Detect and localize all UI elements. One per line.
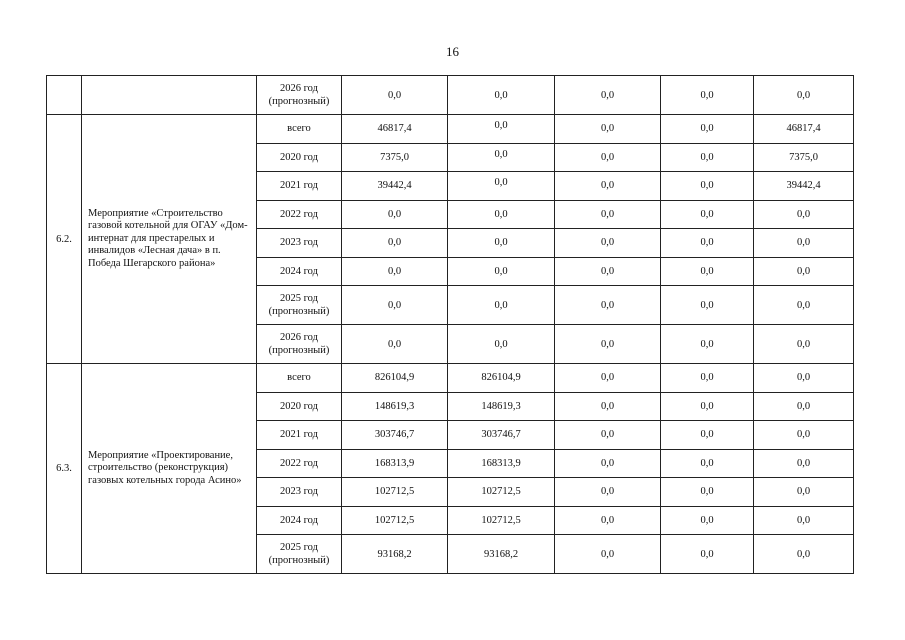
value-cell: 46817,4 — [342, 115, 448, 144]
year-cell: 2022 год — [257, 449, 342, 478]
value-cell: 148619,3 — [448, 392, 555, 421]
value-cell: 0,0 — [661, 172, 754, 201]
table-row — [47, 364, 854, 393]
value-cell: 0,0 — [754, 257, 854, 286]
value-cell: 102712,5 — [448, 506, 555, 535]
value-cell: 0,0 — [754, 325, 854, 364]
value-cell: 0,0 — [754, 421, 854, 450]
value-cell: 0,0 — [661, 286, 754, 325]
value-cell: 102712,5 — [342, 478, 448, 507]
value-cell: 0,0 — [555, 325, 661, 364]
year-cell: 2023 год — [257, 229, 342, 258]
activity-name-cell: Мероприятие «Строительство газовой котельной для ОГАУ «Дом-интернат для престарелых и инвалидов «Лесная дача» в п. Победа Шегарского района» — [82, 115, 257, 364]
year-cell — [257, 325, 342, 364]
value-cell: 0,0 — [555, 478, 661, 507]
row-number-cell: 6.3. — [47, 364, 82, 574]
value-cell: 0,0 — [661, 392, 754, 421]
value-cell: 0,0 — [661, 449, 754, 478]
value-cell: 0,0 — [555, 421, 661, 450]
year-label: 2026 год — [280, 332, 318, 343]
value-cell: 0,0 — [754, 392, 854, 421]
value-cell: 826104,9 — [448, 364, 555, 393]
value-cell: 0,0 — [661, 325, 754, 364]
value-cell: 0,0 — [448, 286, 555, 325]
value-cell: 0,0 — [555, 506, 661, 535]
value-cell: 0,0 — [661, 143, 754, 172]
value-cell: 303746,7 — [448, 421, 555, 450]
value-cell: 0,0 — [754, 535, 854, 574]
value-cell: 168313,9 — [448, 449, 555, 478]
value-cell: 168313,9 — [342, 449, 448, 478]
value-cell: 0,0 — [754, 76, 854, 115]
value-cell: 0,0 — [555, 257, 661, 286]
value-cell: 0,0 — [342, 76, 448, 115]
table-row — [47, 76, 854, 115]
value-cell: 148619,3 — [342, 392, 448, 421]
value-cell: 7375,0 — [754, 143, 854, 172]
value-cell: 0,0 — [555, 200, 661, 229]
value-cell: 7375,0 — [342, 143, 448, 172]
value-cell: 826104,9 — [342, 364, 448, 393]
value-cell: 0,0 — [448, 200, 555, 229]
year-cell: 2021 год — [257, 421, 342, 450]
year-cell: 2020 год — [257, 143, 342, 172]
value-cell: 0,0 — [342, 286, 448, 325]
year-cell: 2024 год — [257, 506, 342, 535]
value-cell: 0,0 — [754, 200, 854, 229]
value-cell: 0,0 — [754, 478, 854, 507]
value-cell: 0,0 — [555, 392, 661, 421]
value-text: 0,0 — [494, 177, 508, 189]
value-cell: 0,0 — [661, 115, 754, 144]
value-cell — [448, 115, 555, 144]
value-cell: 0,0 — [555, 364, 661, 393]
value-cell — [448, 172, 555, 201]
value-cell: 0,0 — [754, 364, 854, 393]
value-cell: 39442,4 — [342, 172, 448, 201]
year-cell: 2020 год — [257, 392, 342, 421]
value-cell: 0,0 — [342, 325, 448, 364]
year-cell — [257, 286, 342, 325]
value-cell: 0,0 — [754, 506, 854, 535]
value-cell: 0,0 — [342, 229, 448, 258]
value-cell: 0,0 — [661, 76, 754, 115]
year-cell — [257, 535, 342, 574]
value-cell: 0,0 — [342, 200, 448, 229]
value-cell: 0,0 — [555, 76, 661, 115]
value-cell: 0,0 — [448, 325, 555, 364]
value-cell: 0,0 — [661, 229, 754, 258]
year-note: (прогнозный) — [268, 96, 330, 107]
year-label: 2026 год — [280, 83, 318, 94]
value-cell: 0,0 — [555, 449, 661, 478]
value-cell: 46817,4 — [754, 115, 854, 144]
value-cell — [448, 143, 555, 172]
value-text: 0,0 — [494, 148, 508, 160]
value-cell: 0,0 — [754, 229, 854, 258]
year-cell: 2024 год — [257, 257, 342, 286]
value-cell: 93168,2 — [342, 535, 448, 574]
year-note: (прогнозный) — [268, 345, 330, 356]
row-number-cell — [47, 76, 82, 115]
value-cell: 0,0 — [555, 143, 661, 172]
year-label: 2025 год — [280, 542, 318, 553]
value-cell: 102712,5 — [342, 506, 448, 535]
value-cell: 0,0 — [342, 257, 448, 286]
value-cell: 303746,7 — [342, 421, 448, 450]
value-cell: 0,0 — [661, 364, 754, 393]
value-cell: 0,0 — [555, 115, 661, 144]
year-note: (прогнозный) — [268, 306, 330, 317]
year-cell: всего — [257, 364, 342, 393]
value-cell: 0,0 — [754, 286, 854, 325]
value-cell: 0,0 — [555, 172, 661, 201]
value-cell: 0,0 — [448, 257, 555, 286]
table-row — [47, 115, 854, 144]
page-number: 16 — [446, 44, 459, 59]
year-cell: 2022 год — [257, 200, 342, 229]
year-note: (прогнозный) — [268, 555, 330, 566]
value-cell: 0,0 — [661, 535, 754, 574]
value-cell: 0,0 — [661, 421, 754, 450]
year-cell — [257, 76, 342, 115]
value-cell: 0,0 — [448, 229, 555, 258]
budget-table — [46, 75, 854, 574]
value-cell: 0,0 — [448, 76, 555, 115]
value-cell: 93168,2 — [448, 535, 555, 574]
value-cell: 0,0 — [661, 200, 754, 229]
row-number-cell: 6.2. — [47, 115, 82, 364]
year-cell: 2021 год — [257, 172, 342, 201]
year-cell: всего — [257, 115, 342, 144]
value-cell: 39442,4 — [754, 172, 854, 201]
value-cell: 0,0 — [661, 478, 754, 507]
value-cell: 0,0 — [754, 449, 854, 478]
activity-name-cell: Мероприятие «Проектирование, строительство (реконструкция) газовых котельных города Асино» — [82, 364, 257, 574]
value-cell: 0,0 — [661, 506, 754, 535]
year-cell: 2023 год — [257, 478, 342, 507]
value-cell: 0,0 — [555, 286, 661, 325]
value-cell: 0,0 — [555, 535, 661, 574]
value-cell: 0,0 — [555, 229, 661, 258]
value-text: 0,0 — [494, 120, 508, 132]
value-cell: 0,0 — [661, 257, 754, 286]
year-label: 2025 год — [280, 293, 318, 304]
value-cell: 102712,5 — [448, 478, 555, 507]
activity-name-cell — [82, 76, 257, 115]
